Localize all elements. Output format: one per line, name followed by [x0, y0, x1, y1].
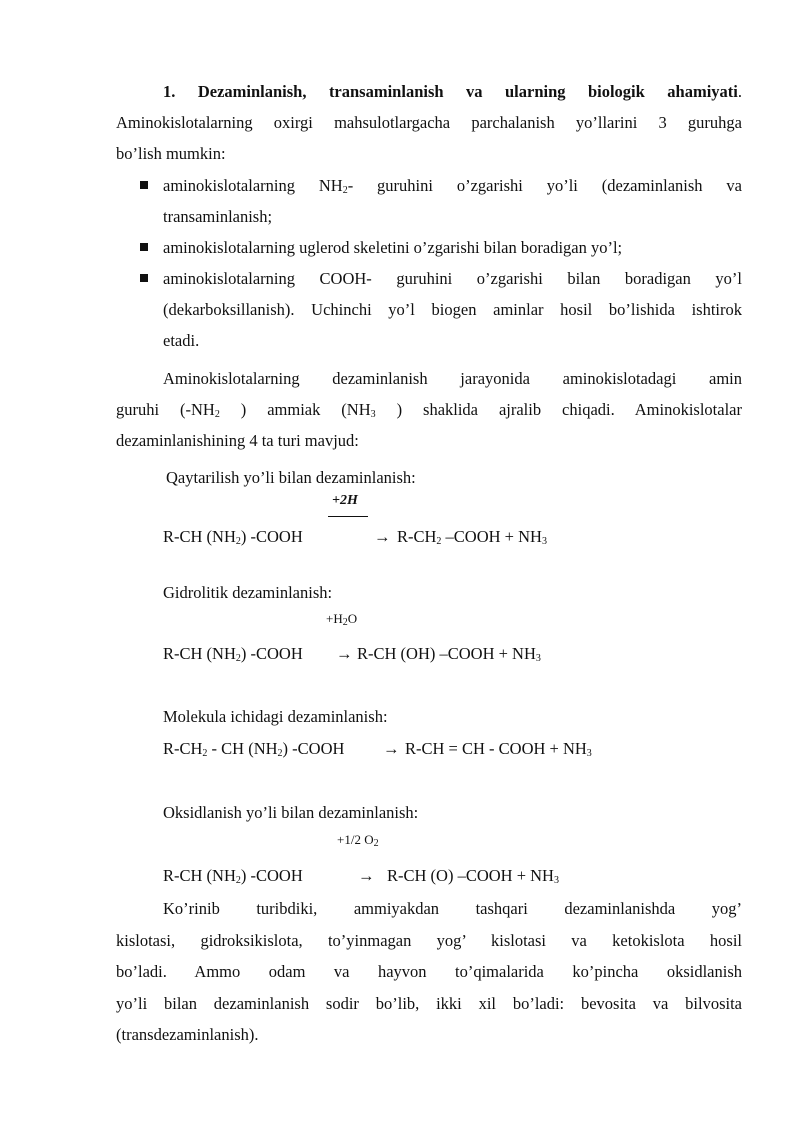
reaction-left-side: R-CH $(NH_2)$ -COOH [163, 527, 303, 547]
body-paragraph: Aminokislotalarning dezaminlanish jarayonida aminokislotadagi amin guruhi ($-NH_2$ ) ammiak ($NH_3$ ) shaklida ajralib chiqadi. Aminokislotalar dezaminlanishining 4 ta turi mavjud: [116, 369, 742, 450]
reaction-condition: +2H [332, 493, 358, 508]
reaction-right-side: R-CH (O) –COOH + $NH_3$ [387, 866, 559, 886]
bullet-item: aminokislotalarning COOH- guruhini o’zgarishi bilan boradigan yo’l (dekarboksillanish). Uchinchi yo’l biogen aminlar hosil bo’lishida ishtirok etadi. [163, 269, 742, 350]
bullet-item: aminokislotalarning $NH_2-$ guruhini o’zgarishi yo’li (dezaminlanish va transaminlanish; [163, 176, 742, 226]
condition-underline [328, 516, 368, 517]
reaction-condition: $+H_2O$ [326, 611, 358, 628]
bullet-square-icon [140, 243, 148, 251]
reaction-arrow: → [336, 644, 353, 663]
bullet-square-icon [140, 274, 148, 282]
bullet-item: aminokislotalarning uglerod skeletini o’zgarishi bilan boradigan yo’l; [163, 238, 623, 257]
reaction-right-side: R-CH = CH - COOH + $NH_3$ [405, 739, 592, 759]
reaction-right-side: $R-CH_2$ –COOH + $NH_3$ [397, 527, 547, 547]
reaction-arrow: → [383, 739, 400, 758]
reaction-left-side: R-CH $(NH_2)$ -COOH [163, 866, 303, 886]
reaction-title: Molekula ichidagi dezaminlanish: [163, 707, 388, 726]
reaction-left-side: $R-CH_2$ - CH $(NH_2)$ -COOH [163, 739, 345, 759]
intro-paragraph [116, 76, 742, 169]
intro-line: Aminokislotalarning oxirgi mahsulotlargacha parchalanish yo’llarini 3 guruhga [116, 113, 742, 132]
bullet-square-icon [140, 181, 148, 189]
intro-line: bo’lish mumkin: [116, 144, 226, 163]
reaction-right-side: R-CH (OH) –COOH + $NH_3$ [357, 644, 541, 664]
reaction-title: Oksidlanish yo’li bilan dezaminlanish: [163, 803, 419, 822]
reaction-title: Gidrolitik dezaminlanish: [163, 583, 333, 602]
conclusion-paragraph: Ko’rinib turibdiki, ammiyakdan tashqari dezaminlanishda yog’ kislotasi, gidroksikislota, to’yinmagan yog’ kislotasi va ketokislota hosil bo’ladi. Ammo odam va hayvon to’qimalarida ko’pincha oksidlanish yo’li bilan dezaminlanish sodir bo’lib, ikki xil bo’ladi: bevosita va bilvosita (transdezaminlanish). [116, 899, 742, 1044]
reaction-arrow: → [374, 527, 391, 546]
reaction-arrow: → [358, 866, 375, 885]
reaction-condition: +1/2 $O_2$ [337, 832, 379, 849]
reaction-title: Qaytarilish yo’li bilan dezaminlanish: [166, 468, 416, 487]
section-heading: 1. Dezaminlanish, transaminlanish va ularning biologik ahamiyati. [163, 82, 742, 101]
reaction-left-side: R-CH $(NH_2)$ -COOH [163, 644, 303, 664]
